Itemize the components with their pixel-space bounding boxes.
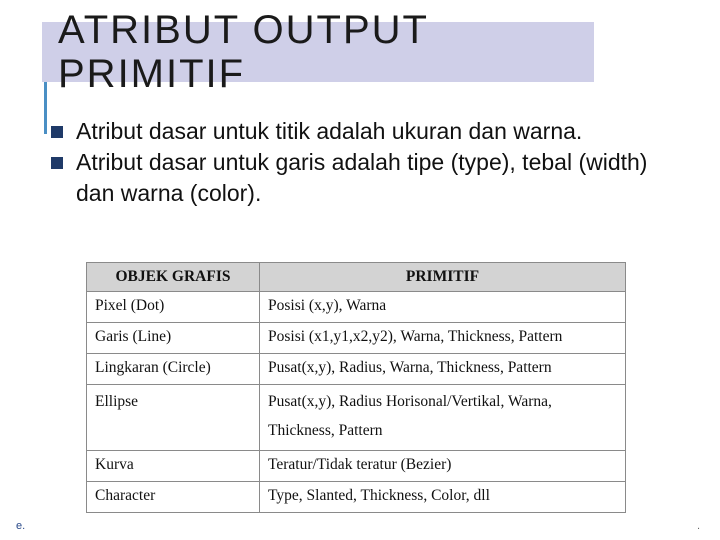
square-bullet-icon xyxy=(51,157,63,169)
cell-objek: Ellipse xyxy=(87,385,260,451)
title-accent-rule xyxy=(44,82,47,134)
table-row xyxy=(87,451,626,482)
table-row xyxy=(87,385,626,451)
bullet-item xyxy=(50,116,670,147)
table-row xyxy=(87,482,626,513)
cell-primitif: Pusat(x,y), Radius Horisonal/Vertikal, Warna, Thickness, Pattern xyxy=(260,385,626,451)
bullet-list xyxy=(50,116,670,209)
cell-objek: Lingkaran (Circle) xyxy=(87,354,260,385)
footer-left-mark: e. xyxy=(16,520,26,532)
cell-primitif: Pusat(x,y), Radius, Warna, Thickness, Pattern xyxy=(260,354,626,385)
header-objek-grafis: OBJEK GRAFIS xyxy=(87,263,260,292)
footer-right-mark: . xyxy=(697,520,701,532)
bullet-text: Atribut dasar untuk titik adalah ukuran dan warna. xyxy=(76,118,583,144)
table-row xyxy=(87,292,626,323)
cell-primitif: Posisi (x,y), Warna xyxy=(260,292,626,323)
table-row xyxy=(87,323,626,354)
bullet-item xyxy=(50,147,670,209)
attribute-table xyxy=(86,262,626,513)
header-primitif: PRIMITIF xyxy=(260,263,626,292)
slide-title: ATRIBUT OUTPUT PRIMITIF xyxy=(58,8,429,96)
cell-objek: Kurva xyxy=(87,451,260,482)
cell-objek: Garis (Line) xyxy=(87,323,260,354)
square-bullet-icon xyxy=(51,126,63,138)
cell-objek: Pixel (Dot) xyxy=(87,292,260,323)
cell-primitif: Posisi (x1,y1,x2,y2), Warna, Thickness, Pattern xyxy=(260,323,626,354)
table-header-row xyxy=(87,263,626,292)
bullet-text: Atribut dasar untuk garis adalah tipe (type), tebal (width) dan warna (color). xyxy=(76,149,648,206)
cell-objek: Character xyxy=(87,482,260,513)
cell-primitif: Teratur/Tidak teratur (Bezier) xyxy=(260,451,626,482)
cell-primitif: Type, Slanted, Thickness, Color, dll xyxy=(260,482,626,513)
table-row xyxy=(87,354,626,385)
